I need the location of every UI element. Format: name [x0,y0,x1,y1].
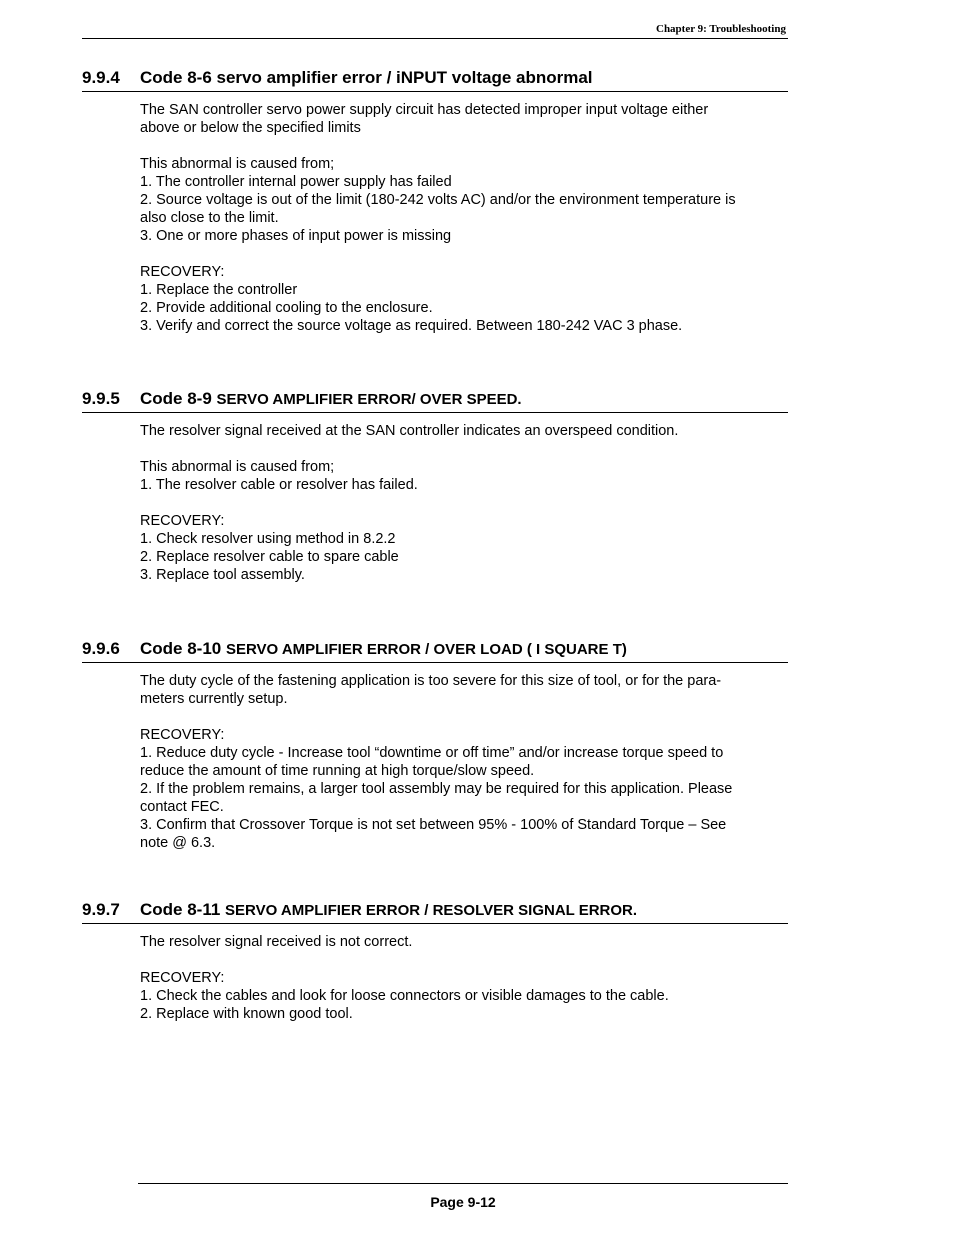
body-text-line: The SAN controller servo power supply circuit has detected improper input voltage either [140,102,709,118]
body-text-line: The resolver signal received at the SAN controller indicates an overspeed condition. [140,423,679,439]
body-text-line: 3. One or more phases of input power is missing [140,228,452,244]
section-9-9-7 [82,900,788,1023]
body-text-line: contact FEC. [140,799,224,815]
paragraph-gap [140,494,788,512]
body-text-line: 2. Replace with known good tool. [140,1006,353,1022]
paragraph-gap [140,440,788,458]
section-title-small: SERVO AMPLIFIER ERROR / OVER LOAD ( I SQUARE T) [225,641,627,658]
chapter-header: Chapter 9: Troubleshooting [656,23,786,35]
footer-rule [138,1183,788,1184]
section-title-small: SERVO AMPLIFIER ERROR/ OVER SPEED. [216,391,522,408]
body-text-line: 2. Source voltage is out of the limit (180-242 volts AC) and/or the environment temperature is [140,192,736,208]
body-text-line: RECOVERY: [140,970,225,986]
section-9-9-4 [82,68,788,335]
section-title: Code 8-6 servo amplifier error / iNPUT voltage abnormal [140,68,593,87]
section-number: 9.9.7 [82,900,120,919]
body-text-line: 2. Replace resolver cable to spare cable [140,549,399,565]
section-body [140,933,788,1023]
body-text-line: 3. Replace tool assembly. [140,567,305,583]
section-number: 9.9.4 [82,68,120,87]
body-text-line: 3. Confirm that Crossover Torque is not set between 95% - 100% of Standard Torque – See [140,817,727,833]
body-text-line: note @ 6.3. [140,835,216,851]
section-number: 9.9.5 [82,389,120,408]
section-9-9-6 [82,639,788,852]
paragraph-gap [140,951,788,969]
body-text-line: This abnormal is caused from; [140,156,335,172]
body-text-line: 3. Verify and correct the source voltage as required. Between 180-242 VAC 3 phase. [140,318,683,334]
body-text-line: 2. Provide additional cooling to the enclosure. [140,300,433,316]
paragraph-gap [140,708,788,726]
body-text-line: RECOVERY: [140,513,225,529]
page-number: Page 9-12 [430,1194,496,1210]
section-title: Code 8-10 [140,639,226,658]
section-number: 9.9.6 [82,639,120,658]
section-heading [82,639,788,663]
body-text-line: 1. Check resolver using method in 8.2.2 [140,531,396,547]
body-text-line: This abnormal is caused from; [140,459,335,475]
body-text-line: 1. The resolver cable or resolver has failed. [140,477,418,493]
paragraph-gap [140,245,788,263]
body-text-line: 1. Reduce duty cycle - Increase tool “downtime or off time” and/or increase torque speed to [140,745,724,761]
body-text-line: 1. The controller internal power supply has failed [140,174,452,190]
section-body [140,422,788,584]
section-heading [82,389,788,413]
body-text-line: RECOVERY: [140,727,225,743]
header-rule [82,38,788,39]
body-text-line: also close to the limit. [140,210,279,226]
body-text-line: above or below the specified limits [140,120,361,136]
body-text-line: The resolver signal received is not correct. [140,934,413,950]
section-9-9-5 [82,389,788,584]
section-heading [82,900,788,924]
body-text-line: 2. If the problem remains, a larger tool assembly may be required for this application. Please [140,781,733,797]
body-text-line: 1. Check the cables and look for loose connectors or visible damages to the cable. [140,988,669,1004]
section-body [140,101,788,335]
section-title-small: SERVO AMPLIFIER ERROR / RESOLVER SIGNAL ERROR. [225,902,638,919]
body-text-line: The duty cycle of the fastening application is too severe for this size of tool, or for the para- [140,673,722,689]
section-title: Code 8-11 [140,900,226,919]
body-text-line: reduce the amount of time running at high torque/slow speed. [140,763,535,779]
paragraph-gap [140,137,788,155]
section-heading [82,68,788,92]
body-text-line: meters currently setup. [140,691,288,707]
section-title: Code 8-9 [140,389,217,408]
body-text-line: RECOVERY: [140,264,225,280]
section-body [140,672,788,852]
body-text-line: 1. Replace the controller [140,282,298,298]
